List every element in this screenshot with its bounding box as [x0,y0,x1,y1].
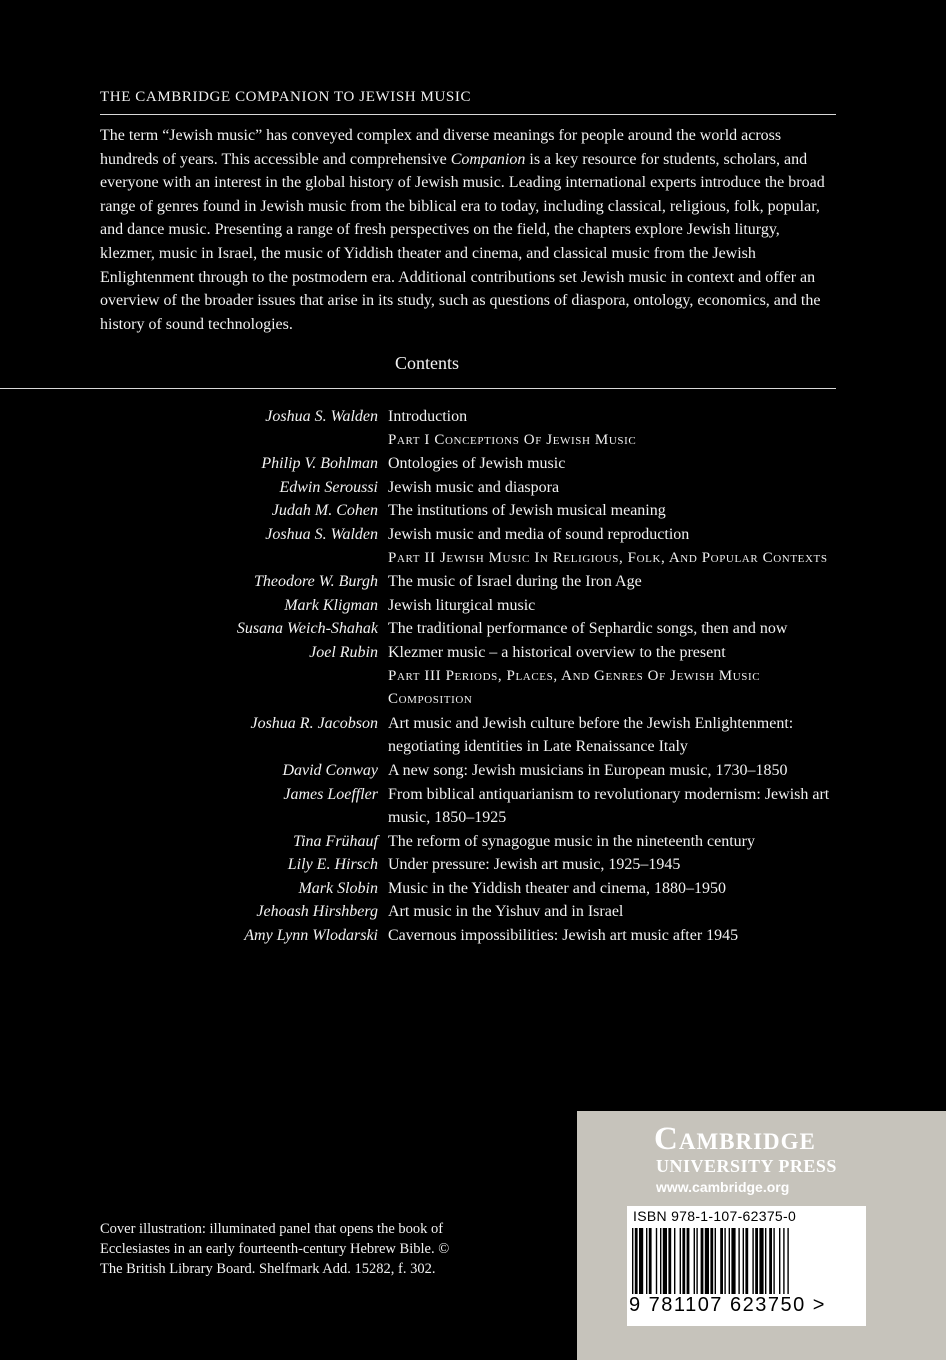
toc-chapter-title: Klezmer music – a historical overview to the present [388,643,726,661]
toc-entry [0,877,946,901]
toc-author: James Loeffler [283,785,378,803]
toc-author: Edwin Seroussi [279,478,378,496]
contents-divider [0,388,836,389]
toc-chapter-title: The reform of synagogue music in the nineteenth century [388,832,755,850]
toc-chapter-title: Cavernous impossibilities: Jewish art music after 1945 [388,927,739,945]
publisher-website: www.cambridge.org [656,1179,790,1195]
toc-author: Theodore W. Burgh [254,573,378,591]
toc-chapter-title: Music in the Yiddish theater and cinema, 1880–1950 [388,879,727,897]
barcode-box [627,1206,866,1326]
toc-entry [0,641,946,665]
toc-author: Tina Frühauf [293,832,378,850]
toc-author [0,429,378,453]
publisher-name: Cambridge [654,1121,816,1157]
toc-chapter-title: Jewish music and media of sound reproduction [388,525,690,543]
toc-entry [0,712,946,759]
toc-chapter-title: Art music in the Yishuv and in Israel [388,903,624,921]
toc-entry [0,830,946,854]
table-of-contents [0,405,946,948]
toc-entry [0,617,946,641]
barcode-icon [630,1228,862,1294]
toc-entry [0,405,946,429]
toc-author [0,665,378,712]
toc-entry [0,594,946,618]
publisher-panel [577,1111,946,1360]
toc-author: Philip V. Bohlman [261,455,378,473]
toc-chapter-title: Ontologies of Jewish music [388,455,566,473]
description-blurb [100,124,836,336]
toc-entry [0,499,946,523]
publisher-subtitle: UNIVERSITY PRESS [656,1156,837,1176]
toc-author: Mark Kligman [284,596,378,614]
toc-author: Judah M. Cohen [271,502,378,520]
toc-author: Joshua S. Walden [265,408,378,425]
toc-entry [0,783,946,830]
toc-chapter-title: Jewish liturgical music [388,596,536,614]
toc-entry [0,452,946,476]
toc-entry [0,853,946,877]
toc-part-title: Part I Conceptions Of Jewish Music [388,431,637,448]
toc-chapter-title: A new song: Jewish musicians in European music, 1730–1850 [388,761,788,779]
toc-chapter-title: Jewish music and diaspora [388,478,560,496]
toc-author: Mark Slobin [298,879,378,897]
blurb-text-part1: The term “Jewish music” has conveyed complex and diverse meanings for people around the world across hundreds of years. This accessible and comprehensive [100,127,782,168]
toc-chapter-title: The music of Israel during the Iron Age [388,573,642,591]
toc-author: Lily E. Hirsch [287,856,378,874]
toc-part-heading [0,429,946,453]
toc-entry [0,924,946,948]
toc-author: David Conway [282,761,378,779]
toc-author [0,547,378,571]
contents-heading: Contents [394,353,459,373]
toc-chapter-title: The traditional performance of Sephardic songs, then and now [388,620,788,638]
toc-entry [0,570,946,594]
blurb-emphasis: Companion [450,150,526,168]
toc-author: Joshua S. Walden [265,525,378,543]
series-title: THE CAMBRIDGE COMPANION TO JEWISH MUSIC [100,89,836,115]
toc-entry [0,900,946,924]
toc-chapter-title: Under pressure: Jewish art music, 1925–1945 [388,856,681,874]
blurb-text-part2: is a key resource for students, scholars, and everyone with an interest in the global history of Jewish music. Leading international experts introduce the broad range of genres found in Jewish music from the biblical era to today, including classical, religious, folk, popular, and dance music. Presenting a range of fresh perspectives on the field, the chapters explore Jewish liturgy, klezmer, music in Israel, the music of Yiddish theater and cinema, and classical music from the Jewish Enlightenment through to the postmodern era. Additional contributions set Jewish music in context and offer an overview of the broader issues that arise in its study, such as questions of diaspora, ontology, economics, and the history of sound technologies. [100,150,825,333]
toc-chapter-title: Art music and Jewish culture before the Jewish Enlightenment: negotiating identities in Late Renaissance Italy [388,714,794,756]
toc-chapter-title: From biblical antiquarianism to revolutionary modernism: Jewish art music, 1850–1925 [388,785,830,827]
cover-credit: Cover illustration: illuminated panel that opens the book of Ecclesiastes in an early fourteenth-century Hebrew Bible. © The British Library Board. Shelfmark Add. 15282, f. 302. [100,1221,450,1277]
toc-entry [0,759,946,783]
toc-entry [0,523,946,547]
barcode-digits: 9 781107 623750 > [629,1294,826,1316]
toc-part-heading [0,547,946,571]
toc-author: Jehoash Hirshberg [256,903,378,921]
toc-chapter-title: The institutions of Jewish musical meaning [388,502,666,520]
toc-part-title: Part II Jewish Music In Religious, Folk, And Popular Contexts [388,549,828,566]
isbn-label: ISBN 978-1-107-62375-0 [633,1208,797,1224]
toc-author: Amy Lynn Wlodarski [244,927,378,945]
toc-author: Joshua R. Jacobson [250,714,378,732]
toc-part-heading [0,665,946,712]
toc-entry [0,476,946,500]
toc-part-title: Part III Periods, Places, And Genres Of Jewish Music Composition [388,667,761,708]
toc-author: Susana Weich-Shahak [236,620,378,638]
toc-chapter-title: Introduction [388,408,468,425]
toc-author: Joel Rubin [309,643,378,661]
